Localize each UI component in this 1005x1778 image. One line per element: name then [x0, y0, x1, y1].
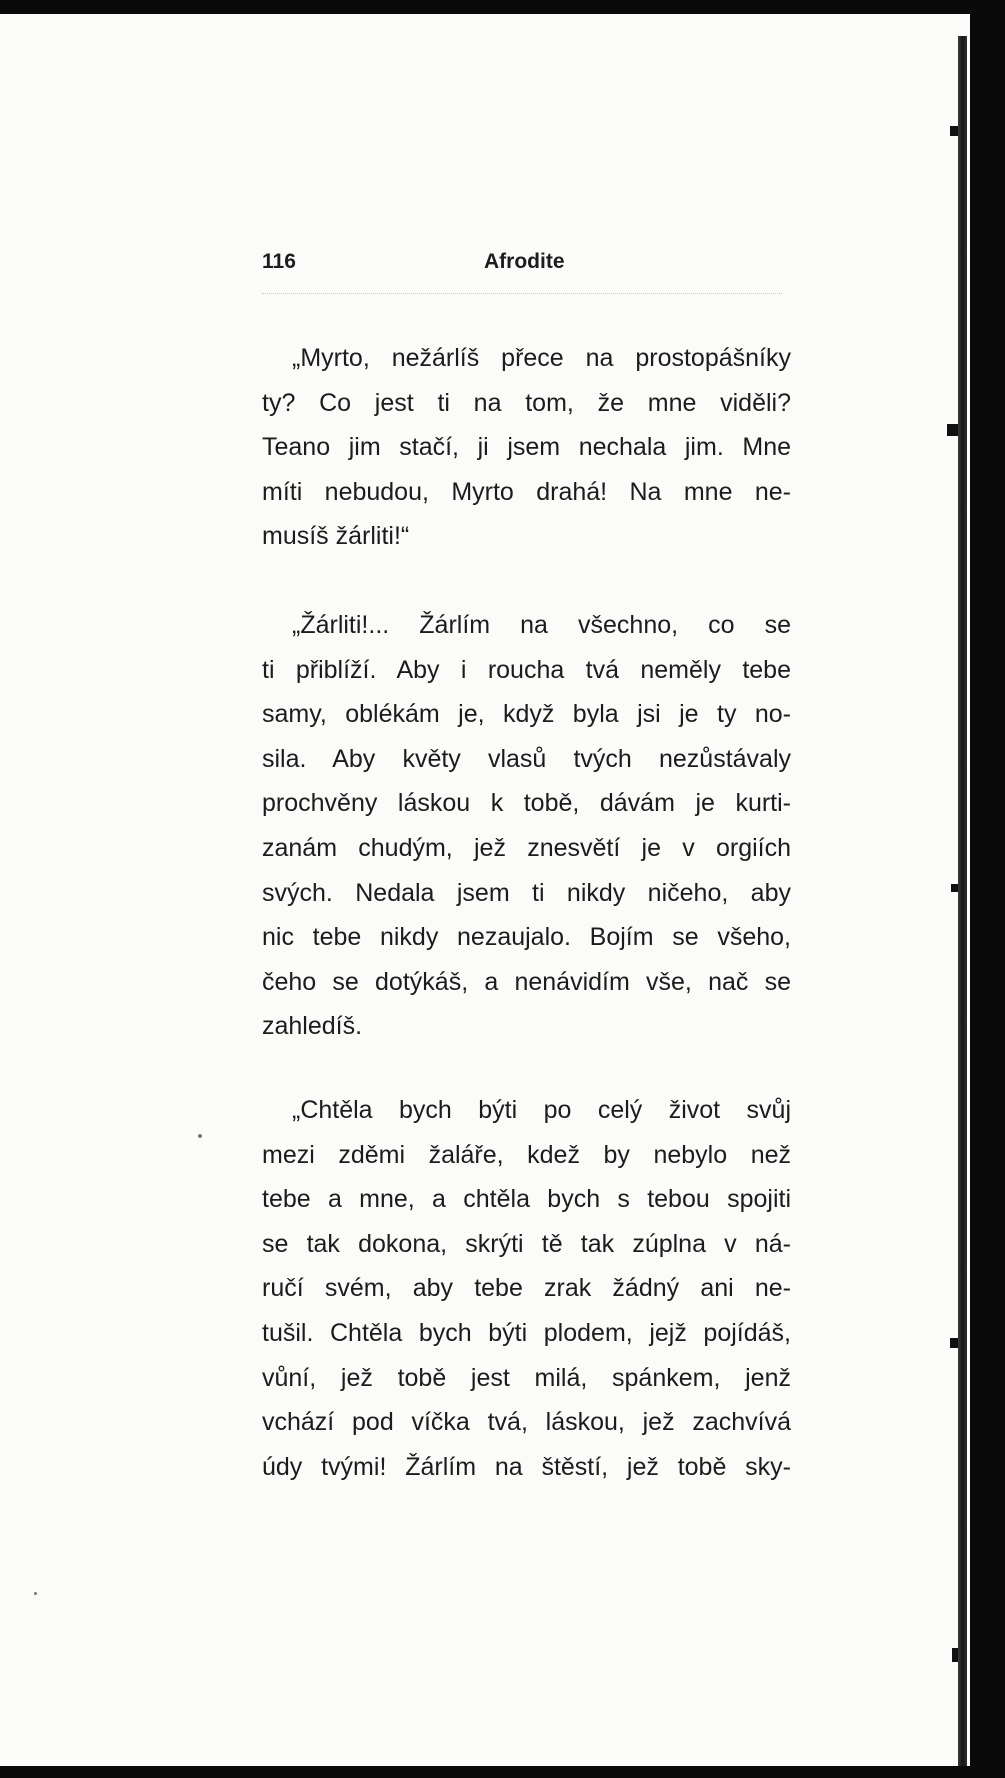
gutter-mark: [947, 424, 958, 436]
text-line: nic tebe nikdy nezaujalo. Bojím se všeho,: [262, 923, 791, 952]
page-header: [262, 250, 790, 280]
scan-speck: [34, 1592, 37, 1595]
text-line: vůní, jež tobě jest milá, spánkem, jenž: [262, 1363, 791, 1392]
paragraph-2: [262, 603, 791, 1049]
text-line: zanám chudým, jež znesvětí je v orgiích: [262, 833, 791, 862]
text-line: míti nebudou, Myrto drahá! Na mne ne-: [262, 477, 791, 506]
text-line: Teano jim stačí, ji jsem nechala jim. Mne: [262, 433, 791, 462]
text-line: čeho se dotýkáš, a nenávidím vše, nač se: [262, 967, 791, 996]
text-line: ručí svém, aby tebe zrak žádný ani ne-: [262, 1274, 791, 1303]
paragraph-1: [262, 336, 791, 559]
page-gutter-shadow: [958, 36, 967, 1766]
running-title: Afrodite: [484, 250, 565, 273]
text-line: musíš žárliti!“: [262, 522, 410, 551]
text-line: mezi zděmi žaláře, kdež by nebylo než: [262, 1140, 791, 1169]
text-line: ty? Co jest ti na tom, že mne viděli?: [262, 388, 791, 417]
text-line: „Žárliti!... Žárlím na všechno, co se: [292, 611, 791, 639]
page-number: 116: [262, 250, 296, 273]
scan-speck: [198, 1134, 202, 1138]
text-line: samy, oblékám je, když byla jsi je ty no-: [262, 700, 791, 729]
text-line: tušil. Chtěla bych býti plodem, jejž pojídáš,: [262, 1318, 791, 1347]
gutter-mark: [950, 1338, 958, 1348]
paragraph-3: [262, 1088, 791, 1489]
book-page: [0, 14, 970, 1766]
gutter-mark: [951, 884, 958, 892]
header-divider: [262, 293, 782, 294]
text-line: sila. Aby květy vlasů tvých nezůstávaly: [262, 744, 791, 773]
text-line: svých. Nedala jsem ti nikdy ničeho, aby: [262, 878, 791, 907]
text-line: vchází pod víčka tvá, láskou, jež zachvívá: [262, 1408, 791, 1437]
text-line: ti přiblíží. Aby i roucha tvá neměly tebe: [262, 655, 791, 684]
gutter-mark: [952, 1648, 958, 1662]
text-line: tebe a mne, a chtěla bych s tebou spojiti: [262, 1185, 791, 1214]
text-line: prochvěny láskou k tobě, dávám je kurti-: [262, 789, 791, 818]
text-line: údy tvými! Žárlím na štěstí, jež tobě sky-: [262, 1452, 791, 1481]
gutter-mark: [950, 126, 958, 136]
text-line: se tak dokona, skrýti tě tak zúplna v ná-: [262, 1229, 791, 1258]
text-line: zahledíš.: [262, 1012, 363, 1041]
text-line: „Chtěla bych býti po celý život svůj: [292, 1096, 791, 1124]
text-line: „Myrto, nežárlíš přece na prostopášníky: [292, 344, 791, 372]
